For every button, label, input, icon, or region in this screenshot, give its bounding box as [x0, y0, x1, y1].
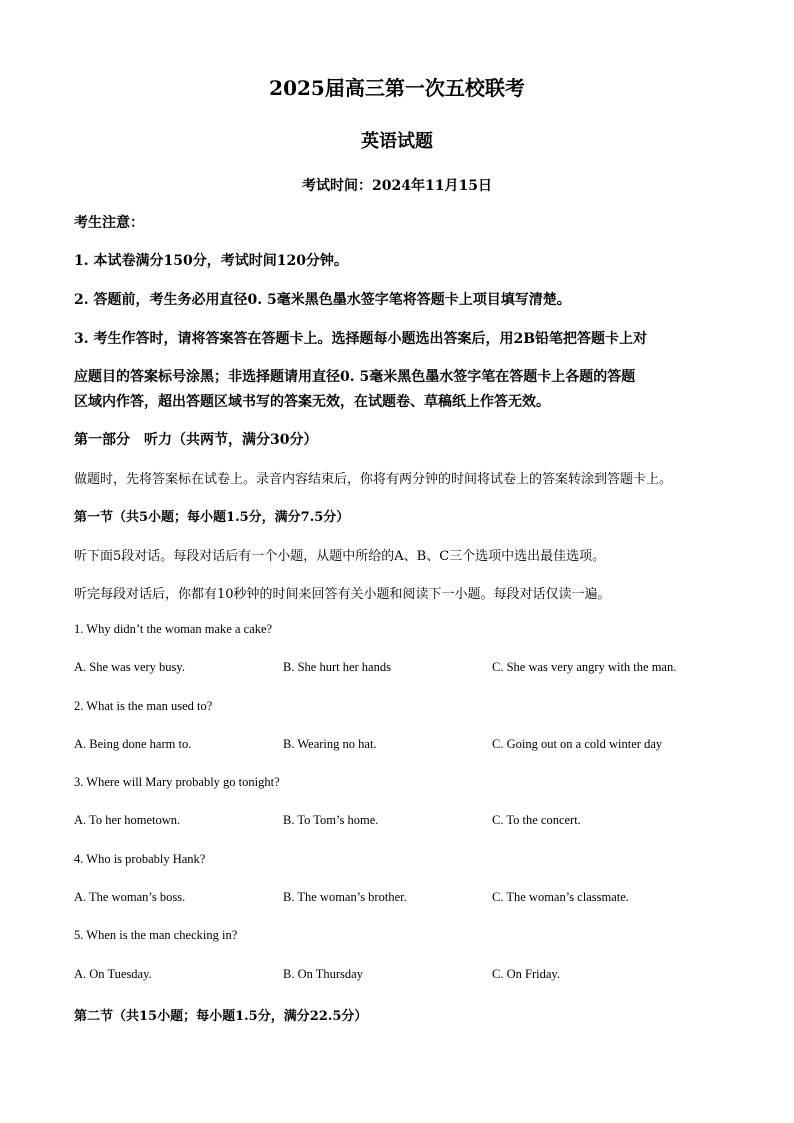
question-1-option-b: B. She hurt her hands: [283, 660, 391, 674]
question-2-option-a: A. Being done harm to.: [74, 737, 192, 751]
exam-subtitle: 英语试题: [361, 131, 433, 152]
part1-instruction: 做题时，先将答案标在试卷上。录音内容结束后，你将有两分钟的时间将试卷上的答案转涂到答题卡上。: [74, 472, 673, 487]
notice-item-2: 2. 答题前，考生务必用直径0. 5毫米黑色墨水签字笔将答题卡上项目填写清楚。: [74, 292, 571, 308]
question-5: 5. When is the man checking in?: [74, 928, 238, 942]
question-4: 4. Who is probably Hank?: [74, 852, 206, 866]
question-2: 2. What is the man used to?: [74, 699, 213, 713]
question-2-option-b: B. Wearing no hat.: [283, 737, 377, 751]
exam-time: 考试时间：2024年11月15日: [302, 178, 492, 194]
section1-heading: 第一节（共5小题；每小题1.5分，满分7.5分）: [74, 510, 350, 525]
notice-item-3-line-2: 应题目的答案标号涂黑；非选择题请用直径0. 5毫米黑色墨水签字笔在答题卡上各题的答题: [74, 369, 636, 385]
question-5-option-a: A. On Tuesday.: [74, 967, 152, 981]
question-1-option-a: A. She was very busy.: [74, 660, 185, 674]
section2-heading: 第二节（共15小题；每小题1.5分，满分22.5分）: [74, 1009, 368, 1024]
question-1-option-c: C. She was very angry with the man.: [492, 660, 677, 674]
question-3-option-b: B. To Tom’s home.: [283, 813, 379, 827]
notice-item-3-line-1: 3. 考生作答时，请将答案答在答题卡上。选择题每小题选出答案后，用2B铅笔把答题卡上对: [74, 331, 648, 347]
question-5-option-c: C. On Friday.: [492, 967, 560, 981]
question-3-option-a: A. To her hometown.: [74, 813, 181, 827]
question-2-option-c: C. Going out on a cold winter day: [492, 737, 663, 751]
notice-item-1: 1. 本试卷满分150分，考试时间120分钟。: [74, 253, 348, 269]
question-3-option-c: C. To the concert.: [492, 813, 581, 827]
section1-instruction-1: 听下面5段对话。每段对话后有一个小题，从题中所给的A、B、C三个选项中选出最佳选项。: [74, 549, 606, 564]
question-5-option-b: B. On Thursday: [283, 967, 363, 981]
question-4-option-c: C. The woman’s classmate.: [492, 890, 629, 904]
question-1: 1. Why didn’t the woman make a cake?: [74, 622, 273, 636]
question-4-option-a: A. The woman’s boss.: [74, 890, 186, 904]
question-4-option-b: B. The woman’s brother.: [283, 890, 407, 904]
part1-heading: 第一部分 听力（共两节，满分30分）: [74, 432, 318, 448]
notice-item-3-line-3: 区域内作答，超出答题区域书写的答案无效，在试题卷、草稿纸上作答无效。: [74, 394, 550, 410]
question-3: 3. Where will Mary probably go tonight?: [74, 775, 280, 789]
notice-heading: 考生注意：: [74, 215, 144, 231]
section1-instruction-2: 听完每段对话后，你都有10秒钟的时间来回答有关小题和阅读下一小题。每段对话仅读一遍。: [74, 587, 611, 602]
exam-title: 2025届高三第一次五校联考: [269, 76, 525, 100]
